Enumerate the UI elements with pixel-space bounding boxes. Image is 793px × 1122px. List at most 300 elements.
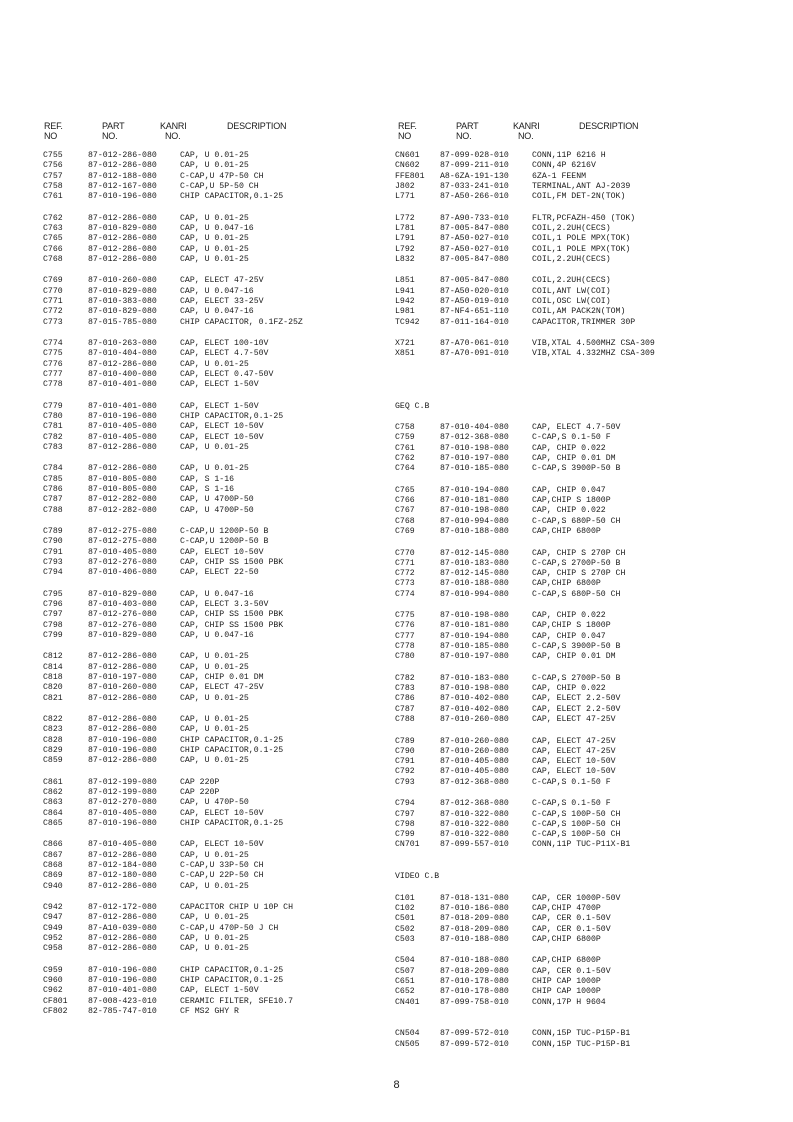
table-row xyxy=(395,747,755,757)
description: CAP, U 0.01-25 xyxy=(180,913,249,923)
group-spacer xyxy=(43,767,403,778)
table-row xyxy=(395,611,755,621)
table-row xyxy=(395,549,755,559)
ref-no: C828 xyxy=(43,735,63,745)
table-row xyxy=(43,924,403,934)
group-spacer xyxy=(43,641,403,652)
table-row xyxy=(395,820,755,830)
part-no: 87-010-188-080 xyxy=(440,527,509,537)
table-row xyxy=(395,464,755,474)
ref-no: C861 xyxy=(43,777,63,787)
description: C-CAP,U 1200P-50 B xyxy=(180,527,269,537)
description: VIB,XTAL 4.500MHZ CSA-309 xyxy=(532,339,655,349)
description: CAP, ELECT 22-50 xyxy=(180,568,259,578)
description: C-CAP,S 100P-50 CH xyxy=(532,809,621,819)
ref-no: C866 xyxy=(43,840,63,850)
table-row xyxy=(395,161,755,171)
ref-no: C794 xyxy=(43,568,63,578)
part-no: 87-010-260-080 xyxy=(440,736,509,746)
table-row xyxy=(43,736,403,746)
group-spacer xyxy=(395,851,755,862)
part-no: 87-NF4-651-110 xyxy=(440,307,509,317)
table-row xyxy=(43,788,403,798)
description: CHIP CAPACITOR, 0.1FZ-25Z xyxy=(180,317,303,327)
description: VIB,XTAL 4.332MHZ CSA-309 xyxy=(532,349,655,359)
table-row xyxy=(395,894,755,904)
ref-no: CN504 xyxy=(395,1029,420,1039)
table-row xyxy=(395,339,755,349)
group-spacer xyxy=(43,265,403,276)
ref-no: C786 xyxy=(43,484,63,494)
table-row xyxy=(395,496,755,506)
part-no: 87-A70-091-010 xyxy=(440,349,509,359)
part-no: 87-012-167-080 xyxy=(88,181,157,191)
ref-no: C865 xyxy=(43,818,63,828)
blank-row xyxy=(395,380,755,390)
part-no: 87-012-275-080 xyxy=(88,527,157,537)
ref-no: CN602 xyxy=(395,161,420,171)
part-no: 87-010-196-080 xyxy=(88,192,157,202)
description: CHIP CAPACITOR,0.1-25 xyxy=(180,965,284,975)
part-no: 87-012-286-080 xyxy=(88,756,157,766)
ref-no: L781 xyxy=(395,223,415,233)
ref-no: L941 xyxy=(395,286,415,296)
description: COIL,2.2UH(CECS) xyxy=(532,254,611,264)
ref-no: CF801 xyxy=(43,996,68,1006)
group-spacer xyxy=(395,1018,755,1029)
part-no: 87-010-197-080 xyxy=(88,672,157,682)
ref-no: C822 xyxy=(43,715,63,725)
table-row xyxy=(43,610,403,620)
table-row xyxy=(43,861,403,871)
group-spacer xyxy=(395,788,755,799)
part-no: 87-012-286-080 xyxy=(88,944,157,954)
description: CAP, U 0.047-16 xyxy=(180,307,254,317)
description: CAP, ELECT 10-50V xyxy=(532,767,616,777)
ref-no: C796 xyxy=(43,600,63,609)
ref-no: C786 xyxy=(395,694,415,704)
description: CAP, ELECT 10-50V xyxy=(180,547,264,557)
ref-no: C797 xyxy=(395,809,415,819)
part-no: 87-010-178-080 xyxy=(440,987,509,997)
ref-no: C775 xyxy=(395,611,415,621)
group-spacer xyxy=(395,328,755,339)
part-no: 87-010-403-080 xyxy=(88,600,157,609)
part-no: 87-010-405-080 xyxy=(88,840,157,850)
description: CAP, ELECT 10-50V xyxy=(532,757,616,767)
description: CAPACITOR,TRIMMER 30P xyxy=(532,317,636,327)
description: CAP, CER 0.1-50V xyxy=(532,924,611,934)
table-row xyxy=(395,192,755,202)
ref-no: L791 xyxy=(395,234,415,244)
description: C-CAP,U 1200P-50 B xyxy=(180,537,269,547)
part-no: 87-010-188-080 xyxy=(440,579,509,589)
ref-no: C772 xyxy=(43,307,63,317)
description: C-CAP,U 47P-50 CH xyxy=(180,171,264,181)
ref-no: C791 xyxy=(395,757,415,767)
part-no: 87-010-805-080 xyxy=(88,484,157,494)
description: CAP, U 0.01-25 xyxy=(180,213,249,223)
description: CAP, ELECT 4.7-50V xyxy=(180,349,269,359)
ref-no: C102 xyxy=(395,903,415,913)
part-no: 87-012-286-080 xyxy=(88,359,157,369)
part-no: 87-010-183-080 xyxy=(440,673,509,683)
ref-no: CN401 xyxy=(395,997,420,1007)
description: CAP, CHIP 0.022 xyxy=(532,684,606,694)
group-spacer xyxy=(43,579,403,590)
description: CAP, U 0.01-25 xyxy=(180,933,249,943)
description: CAP, CHIP 0.01 DM xyxy=(532,454,616,464)
table-row xyxy=(395,214,755,224)
description: CAP,CHIP 6800P xyxy=(532,527,601,537)
description: CAP, U 0.01-25 xyxy=(180,151,249,160)
group-spacer xyxy=(43,391,403,402)
part-no: 87-012-275-080 xyxy=(88,537,157,547)
description: CAP, CER 0.1-50V xyxy=(532,966,611,976)
ref-no: C783 xyxy=(395,684,415,694)
part-no: 87-010-196-080 xyxy=(88,976,157,986)
table-row xyxy=(395,255,755,265)
description: CAP, ELECT 10-50V xyxy=(180,432,264,442)
part-no: 87-012-180-080 xyxy=(88,871,157,881)
table-row xyxy=(43,558,403,568)
description: CAP,CHIP 4700P xyxy=(532,903,601,913)
group-spacer xyxy=(395,537,755,548)
ref-no: L851 xyxy=(395,276,415,286)
table-row xyxy=(395,433,755,443)
header-kanri-no: NO. xyxy=(518,131,534,141)
description: C-CAP,S 0.1-50 F xyxy=(532,777,611,787)
table-row xyxy=(43,746,403,756)
table-row xyxy=(395,998,755,1008)
part-no: 87-012-368-080 xyxy=(440,433,509,443)
description: CAP, U 0.047-16 xyxy=(180,286,254,296)
description: CHIP CAPACITOR,0.1-25 xyxy=(180,976,284,986)
table-row xyxy=(395,840,755,850)
description: CAP, U 0.01-25 xyxy=(180,161,249,171)
table-row xyxy=(43,819,403,829)
ref-no: C768 xyxy=(395,516,415,526)
part-no: 87-099-572-010 xyxy=(440,1039,509,1049)
description: CAP, U 0.01-25 xyxy=(180,244,249,254)
ref-no: CN505 xyxy=(395,1039,420,1049)
table-row xyxy=(395,1029,755,1039)
ref-no: C652 xyxy=(395,987,415,997)
part-no: 87-012-286-080 xyxy=(88,464,157,474)
blank-row xyxy=(395,862,755,872)
description: CAP, S 1-16 xyxy=(180,474,235,484)
table-row xyxy=(43,360,403,370)
description: CAP,CHIP S 1800P xyxy=(532,621,611,631)
ref-no: C778 xyxy=(43,380,63,390)
table-row xyxy=(43,913,403,923)
group-spacer xyxy=(395,600,755,611)
part-no: 87-005-847-080 xyxy=(440,223,509,233)
description: CHIP CAPACITOR,0.1-25 xyxy=(180,745,284,755)
group-spacer xyxy=(43,328,403,339)
table-row xyxy=(395,977,755,987)
part-no: 87-012-286-080 xyxy=(88,715,157,725)
description: CAP, U 0.047-16 xyxy=(180,589,254,599)
part-no: 87-033-241-010 xyxy=(440,181,509,191)
table-row xyxy=(43,161,403,171)
description: CAP, ELECT 2.2-50V xyxy=(532,704,621,714)
table-row xyxy=(43,214,403,224)
table-row xyxy=(395,621,755,631)
ref-no: C869 xyxy=(43,871,63,881)
part-no: 87-012-286-080 xyxy=(88,913,157,923)
table-row xyxy=(43,245,403,255)
part-no: 87-010-185-080 xyxy=(440,642,509,652)
part-no: 87-099-557-010 xyxy=(440,840,509,850)
part-no: 87-010-178-080 xyxy=(440,976,509,986)
ref-no: C864 xyxy=(43,808,63,818)
ref-no: C773 xyxy=(43,317,63,327)
group-spacer xyxy=(43,704,403,715)
ref-no: C768 xyxy=(43,254,63,264)
part-no: 87-010-196-080 xyxy=(88,818,157,828)
ref-no: C777 xyxy=(43,369,63,379)
description: CAP, ELECT 47-25V xyxy=(532,736,616,746)
ref-no: C778 xyxy=(395,642,415,652)
ref-no: C959 xyxy=(43,965,63,975)
table-row xyxy=(395,234,755,244)
part-no: 82-785-747-010 xyxy=(88,1006,157,1016)
ref-no: C792 xyxy=(395,767,415,777)
part-no: 87-A90-733-010 xyxy=(440,213,509,223)
part-no: 87-011-164-010 xyxy=(440,317,509,327)
description: COIL,ANT LW(COI) xyxy=(532,286,611,296)
part-no: 87-010-805-080 xyxy=(88,474,157,484)
description: CAP, ELECT 47-25V xyxy=(532,746,616,756)
description: CAP, CHIP 0.047 xyxy=(532,631,606,641)
part-no: 87-A10-039-080 xyxy=(88,923,157,933)
table-row xyxy=(43,568,403,578)
part-no: 87-010-405-080 xyxy=(88,432,157,442)
parts-list-right xyxy=(395,151,755,1050)
ref-no: C758 xyxy=(395,423,415,433)
ref-no: C788 xyxy=(395,715,415,725)
ref-no: C793 xyxy=(43,557,63,567)
ref-no: L981 xyxy=(395,307,415,317)
part-no: 87-012-172-080 xyxy=(88,903,157,913)
description: C-CAP,S 2700P-50 B xyxy=(532,673,621,683)
ref-no: C775 xyxy=(43,349,63,359)
ref-no: C823 xyxy=(43,725,63,735)
table-row xyxy=(43,756,403,766)
ref-no: C762 xyxy=(43,213,63,223)
ref-no: C761 xyxy=(43,192,63,202)
part-no: 87-012-368-080 xyxy=(440,777,509,787)
description: CONN,11P TUC-P11X-B1 xyxy=(532,840,631,850)
part-no: 87-012-286-080 xyxy=(88,213,157,223)
ref-no: C789 xyxy=(43,527,63,537)
part-no: 87-012-276-080 xyxy=(88,557,157,567)
table-row xyxy=(43,809,403,819)
description: CF MS2 GHY R xyxy=(180,1006,239,1016)
ref-no: C795 xyxy=(43,589,63,599)
description: CAP, U 0.01-25 xyxy=(180,254,249,264)
part-no: 87-010-829-080 xyxy=(88,223,157,233)
part-no: 87-012-286-080 xyxy=(88,662,157,672)
section-heading: GEQ C.B xyxy=(395,401,430,411)
group-spacer xyxy=(43,202,403,213)
part-no: 87-A50-019-010 xyxy=(440,296,509,306)
table-row xyxy=(395,517,755,527)
ref-no: C814 xyxy=(43,662,63,672)
table-row xyxy=(395,1040,755,1050)
table-row xyxy=(395,694,755,704)
ref-no: C771 xyxy=(395,558,415,568)
table-row xyxy=(43,224,403,234)
part-no: 87-010-183-080 xyxy=(440,558,509,568)
ref-no: C762 xyxy=(395,454,415,464)
ref-no: TC942 xyxy=(395,317,420,327)
description: C-CAP,S 100P-50 CH xyxy=(532,819,621,829)
ref-no: C507 xyxy=(395,966,415,976)
part-no: 87-012-286-080 xyxy=(88,693,157,703)
description: CAP, U 0.01-25 xyxy=(180,693,249,703)
ref-no: C947 xyxy=(43,913,63,923)
ref-no: C862 xyxy=(43,788,63,798)
ref-no: C502 xyxy=(395,924,415,934)
part-no: 87-010-322-080 xyxy=(440,830,509,840)
description: 6ZA-1 FEENM xyxy=(532,171,587,181)
table-row xyxy=(43,590,403,600)
description: C-CAP,S 0.1-50 F xyxy=(532,433,611,443)
ref-no: C942 xyxy=(43,903,63,913)
ref-no: C859 xyxy=(43,756,63,766)
description: CAP, ELECT 47-25V xyxy=(180,683,264,693)
ref-no: C790 xyxy=(395,746,415,756)
description: CAP, CHIP SS 1500 PBK xyxy=(180,610,284,620)
part-no: 87-010-322-080 xyxy=(440,809,509,819)
description: CONN,15P TUC-P15P-B1 xyxy=(532,1029,631,1039)
table-row xyxy=(43,871,403,881)
description: CAP, ELECT 4.7-50V xyxy=(532,423,621,433)
part-no: 87-005-847-080 xyxy=(440,276,509,286)
ref-no: L771 xyxy=(395,192,415,202)
ref-no: C771 xyxy=(43,296,63,306)
table-row xyxy=(395,830,755,840)
description: CAP, CHIP S 270P CH xyxy=(532,548,626,558)
table-row xyxy=(395,307,755,317)
ref-no: X721 xyxy=(395,339,415,349)
ref-no: C791 xyxy=(43,547,63,557)
ref-no: C769 xyxy=(43,276,63,286)
ref-no: C770 xyxy=(43,286,63,296)
group-spacer xyxy=(43,892,403,903)
table-row xyxy=(43,318,403,328)
description: COIL,FM DET-2N(TOK) xyxy=(532,192,626,202)
header-description: DESCRIPTION xyxy=(227,121,287,131)
part-no: 87-010-406-080 xyxy=(88,568,157,578)
ref-no: C651 xyxy=(395,976,415,986)
ref-no: C780 xyxy=(43,411,63,421)
description: CHIP CAPACITOR,0.1-25 xyxy=(180,818,284,828)
ref-no: C782 xyxy=(395,673,415,683)
part-no: 87-A50-266-010 xyxy=(440,192,509,202)
ref-no: C794 xyxy=(395,799,415,809)
part-no: 87-012-286-080 xyxy=(88,933,157,943)
description: CAP, U 0.01-25 xyxy=(180,359,249,369)
table-row xyxy=(395,632,755,642)
ref-no: C759 xyxy=(395,433,415,443)
group-spacer xyxy=(395,882,755,893)
table-row xyxy=(395,935,755,945)
ref-no: C818 xyxy=(43,672,63,682)
part-no: 87-A50-020-010 xyxy=(440,286,509,296)
part-no: 87-010-181-080 xyxy=(440,496,509,506)
ref-no: C787 xyxy=(43,495,63,505)
ref-no: C798 xyxy=(43,620,63,630)
header-kanri: KANRI xyxy=(513,121,540,131)
description: CAP, U 0.047-16 xyxy=(180,223,254,233)
part-no: 87-010-196-080 xyxy=(88,411,157,421)
table-row xyxy=(43,631,403,641)
ref-no: C777 xyxy=(395,631,415,641)
description: C-CAP,S 2700P-50 B xyxy=(532,558,621,568)
part-no: 87-010-196-080 xyxy=(88,965,157,975)
table-row xyxy=(395,914,755,924)
ref-no: C503 xyxy=(395,934,415,944)
table-row xyxy=(43,506,403,516)
group-spacer xyxy=(43,955,403,966)
blank-row xyxy=(395,360,755,370)
part-no: 87-010-829-080 xyxy=(88,630,157,640)
page-number: 8 xyxy=(393,1079,400,1091)
table-row xyxy=(395,506,755,516)
ref-no: C821 xyxy=(43,693,63,703)
part-no: 87-010-401-080 xyxy=(88,401,157,411)
part-no: 87-010-263-080 xyxy=(88,339,157,349)
description: CAP, U 0.01-25 xyxy=(180,881,249,891)
table-row xyxy=(43,851,403,861)
header-part-no: PART NO. xyxy=(102,121,125,141)
table-row xyxy=(395,454,755,464)
group-spacer xyxy=(395,391,755,402)
part-no: 87-012-188-080 xyxy=(88,171,157,181)
table-row xyxy=(43,621,403,631)
group-spacer xyxy=(43,453,403,464)
part-no: 87-012-282-080 xyxy=(88,505,157,515)
part-no: 87-A50-027-010 xyxy=(440,234,509,244)
table-row xyxy=(43,725,403,735)
part-no: 87-010-829-080 xyxy=(88,307,157,317)
ref-no: C767 xyxy=(395,506,415,516)
description: CAP, ELECT 10-50V xyxy=(180,808,264,818)
part-no: 87-012-286-080 xyxy=(88,244,157,254)
table-row xyxy=(395,423,755,433)
table-row xyxy=(395,245,755,255)
table-row xyxy=(43,694,403,704)
part-no: 87-010-405-080 xyxy=(88,547,157,557)
table-row xyxy=(395,297,755,307)
description: COIL,1 POLE MPX(TOK) xyxy=(532,244,631,254)
part-no: 87-012-286-080 xyxy=(88,881,157,891)
part-no: 87-A50-027-010 xyxy=(440,244,509,254)
description: CAP, CER 1000P-50V xyxy=(532,893,621,903)
description: CAP 220P xyxy=(180,788,220,798)
part-no: 87-012-276-080 xyxy=(88,610,157,620)
part-no: 87-010-181-080 xyxy=(440,621,509,631)
group-spacer xyxy=(395,725,755,736)
ref-no: L832 xyxy=(395,254,415,264)
part-no: 87-010-401-080 xyxy=(88,380,157,390)
table-row xyxy=(43,673,403,683)
table-row xyxy=(43,485,403,495)
ref-no: CN701 xyxy=(395,840,420,850)
